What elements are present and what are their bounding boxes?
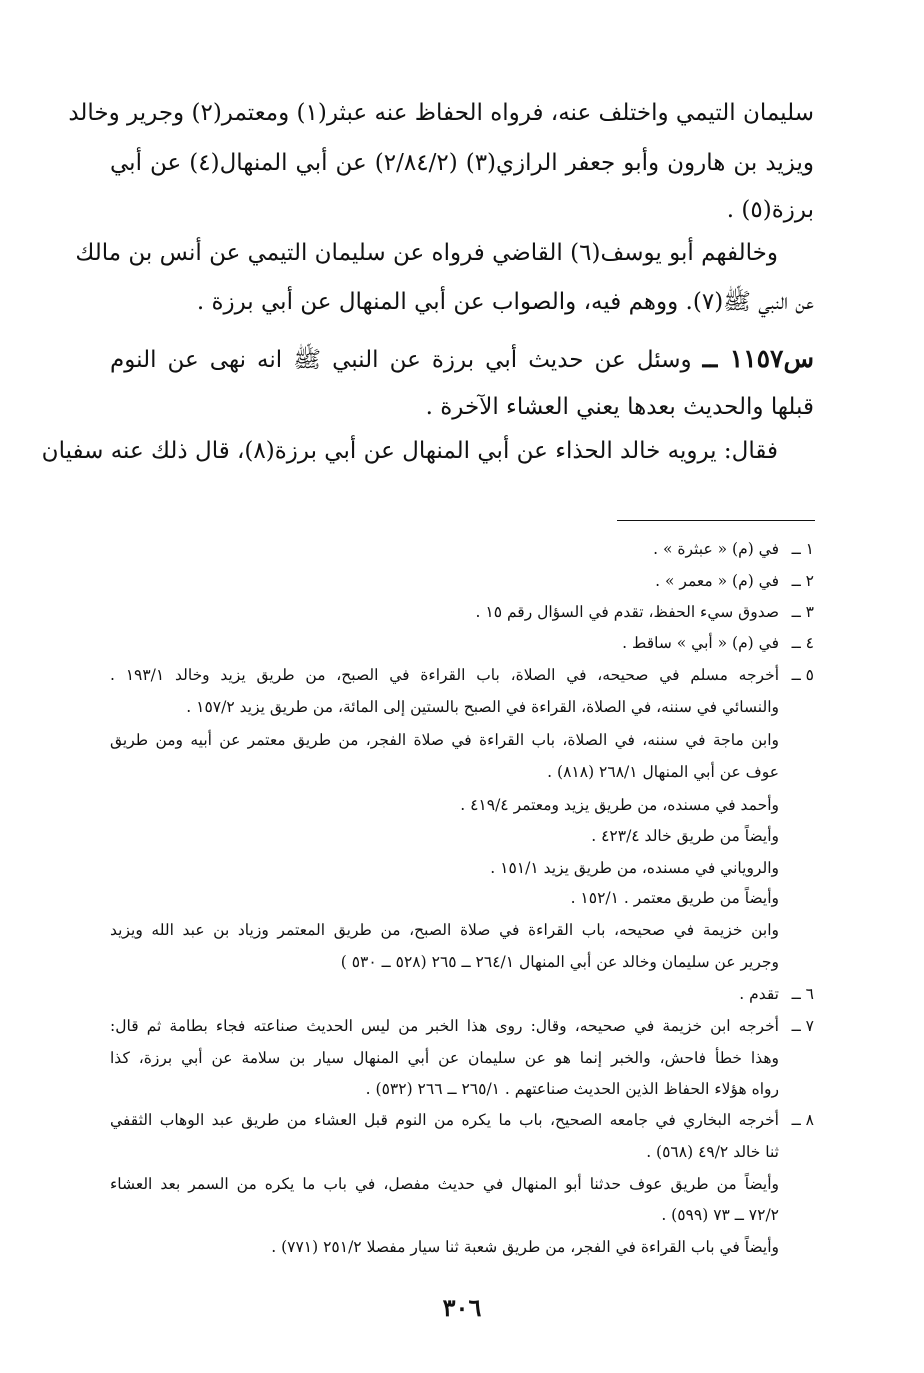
body-line: وسئل عن حديث أبي برزة عن النبي ﷺ انه نهى عن النوم bbox=[110, 347, 692, 373]
body-line: فقال: يرويه خالد الحذاء عن أبي المنهال عن أبي برزة(٨)، قال ذلك عنه سفيان bbox=[41, 438, 778, 464]
footnote-number: ٣ ــ bbox=[791, 603, 814, 621]
footnote-number: ٢ ــ bbox=[791, 572, 814, 590]
body-line: برزة(٥) . bbox=[726, 197, 814, 223]
body-line: قبلها والحديث بعدها يعني العشاء الآخرة . bbox=[425, 394, 814, 420]
footnote-line: تقدم . bbox=[739, 985, 779, 1003]
footnote-line: عوف عن أبي المنهال ٢٦٨/١ (٨١٨) . bbox=[547, 763, 779, 781]
page-number: ٣٠٦ bbox=[442, 1293, 482, 1322]
question-number: س١١٥٧ ــ bbox=[702, 344, 814, 373]
footnote-line: وأيضاً في باب القراءة في الفجر، من طريق شعبة ثنا سيار مفصلا ٢٥١/٢ (٧٧١) . bbox=[271, 1238, 779, 1256]
body-line: ويزيد بن هارون وأبو جعفر الرازي(٣) (٢/٨٤/٢) عن أبي المنهال(٤) عن أبي bbox=[110, 150, 814, 176]
footnote-number: ١ ــ bbox=[791, 540, 814, 558]
footnote-line: وابن خزيمة في صحيحه، باب القراءة في صلاة الصبح، من طريق المعتمر وزياد بن عبد الله ويزيد bbox=[110, 921, 779, 939]
footnote-line: وأيضاً من طريق عوف حدثنا أبو المنهال في حديث مفصل، في باب ما يكره من السمر بعد العشاء bbox=[110, 1175, 779, 1193]
footnote-line: أخرجه مسلم في صحيحه، في الصلاة، باب القراءة في الصبح، من طريق يزيد وخالد ١٩٣/١ . bbox=[110, 666, 779, 684]
footnote-separator bbox=[617, 520, 815, 521]
footnote-line: وهذا خطأ فاحش، والخبر إنما هو عن سليمان عن أبي المنهال سيار بن سلامة عن أبي برزة، كذا bbox=[110, 1049, 779, 1067]
footnote-line: أخرجه ابن خزيمة في صحيحه، وقال: روى هذا الخبر من ليس الحديث صناعته فجاء بطامة ثم قال: bbox=[110, 1017, 779, 1035]
body-line: عن النبي ﷺ(٧). ووهم فيه، والصواب عن أبي المنهال عن أبي برزة . bbox=[196, 289, 814, 315]
footnote-line: في (م) « أبي » ساقط . bbox=[622, 634, 779, 652]
footnote-line: وجرير عن سليمان وخالد عن أبي المنهال ٢٦٤/١ ــ ٢٦٥ (٥٢٨ ــ ٥٣٠ ) bbox=[340, 953, 779, 971]
footnote-line: في (م) « معمر » . bbox=[655, 572, 779, 590]
footnote-number: ٤ ــ bbox=[791, 634, 814, 652]
footnote-line: والروياني في مسنده، من طريق يزيد ١٥١/١ . bbox=[490, 859, 779, 877]
footnote-number: ٧ ــ bbox=[791, 1017, 814, 1035]
footnote-line: وأحمد في مسنده، من طريق يزيد ومعتمر ٤١٩/٤ . bbox=[460, 796, 779, 814]
body-line: وخالفهم أبو يوسف(٦) القاضي فرواه عن سليمان التيمي عن أنس بن مالك bbox=[75, 240, 778, 266]
footnote-line: رواه هؤلاء الحفاظ الذين الحديث صناعتهم . ٢٦٥/١ ــ ٢٦٦ (٥٣٢) . bbox=[365, 1080, 779, 1098]
footnote-number: ٥ ــ bbox=[791, 666, 814, 684]
footnote-line: صدوق سيء الحفظ، تقدم في السؤال رقم ١٥ . bbox=[475, 603, 779, 621]
footnote-number: ٨ ــ bbox=[791, 1111, 814, 1129]
footnote-line: ثنا خالد ٤٩/٢ (٥٦٨) . bbox=[646, 1143, 779, 1161]
footnote-line: وأيضاً من طريق خالد ٤٢٣/٤ . bbox=[591, 827, 779, 845]
footnote-line: في (م) « عبثرة » . bbox=[653, 540, 779, 558]
footnote-line: وابن ماجة في سننه، في الصلاة، باب القراءة في صلاة الفجر، من طريق معتمر عن أبيه ومن طريق bbox=[110, 731, 779, 749]
footnote-line: والنسائي في سننه، في الصلاة، القراءة في الصبح بالستين إلى المائة، من طريق يزيد ١٥٧/٢ . bbox=[186, 698, 779, 716]
footnote-line: ٧٢/٢ ــ ٧٣ (٥٩٩) . bbox=[661, 1206, 779, 1224]
footnote-line: أخرجه البخاري في جامعه الصحيح، باب ما يكره من النوم قبل العشاء من طريق عبد الوهاب الثقفي bbox=[110, 1111, 779, 1129]
footnote-line: وأيضاً من طريق معتمر . ١٥٢/١ . bbox=[570, 889, 779, 907]
question-line bbox=[110, 344, 814, 379]
footnote-number: ٦ ــ bbox=[791, 985, 814, 1003]
body-line: سليمان التيمي واختلف عنه، فرواه الحفاظ عنه عبثر(١) ومعتمر(٢) وجرير وخالد bbox=[68, 100, 814, 126]
